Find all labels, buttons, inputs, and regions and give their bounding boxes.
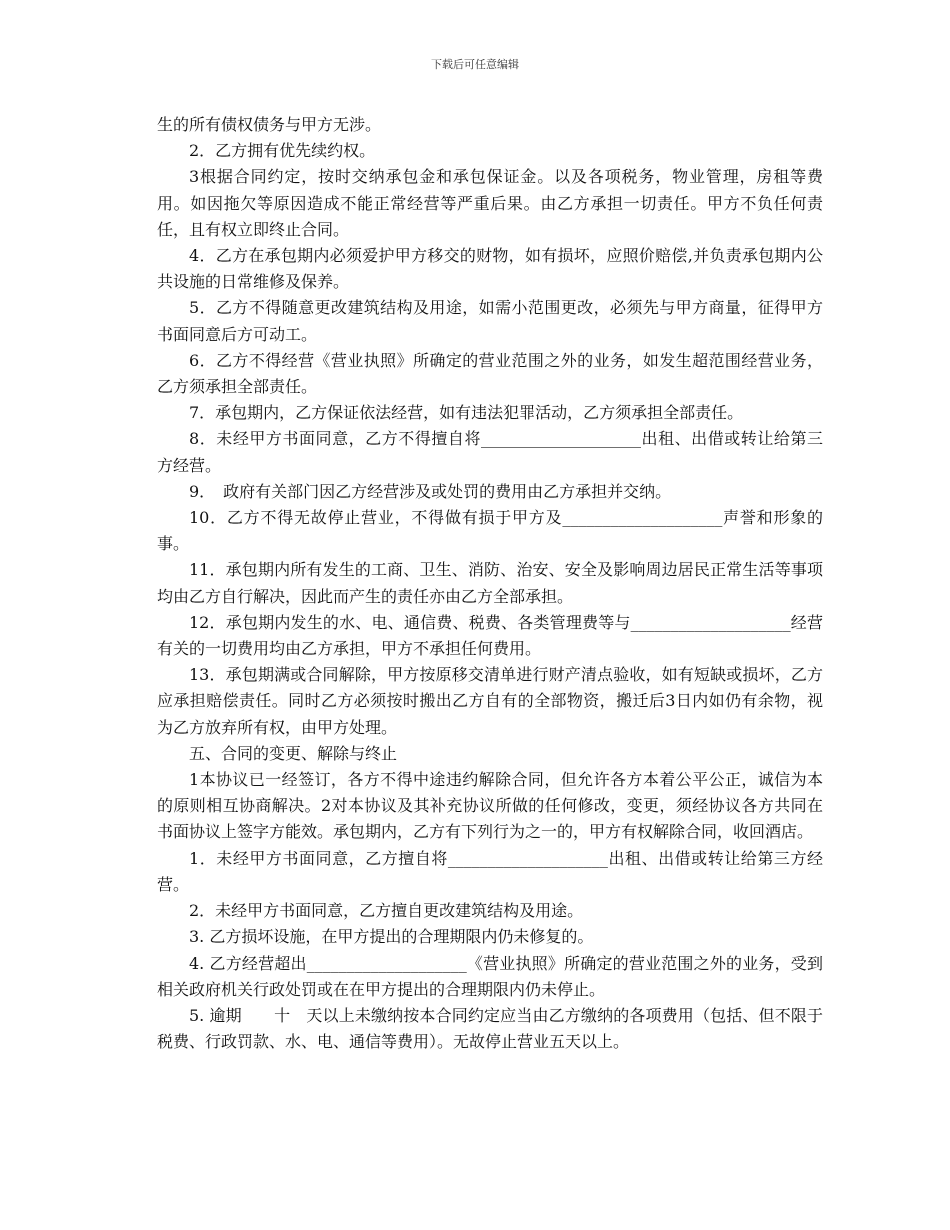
page-header: 下载后可任意编辑 [431, 58, 519, 71]
paragraph: 11．承包期内所有发生的工商、卫生、消防、治安、安全及影响周边居民正常生活等事项均由乙方自行解决，因此而产生的责任亦由乙方全部承担。 [157, 560, 823, 606]
paragraph: 4. 乙方经营超出____________________《营业执照》所确定的营业范围之外的业务，受到相关政府机关行政处罚或在在甲方提出的合理期限内仍未停止。 [157, 953, 823, 999]
paragraph: 生的所有债权债务与甲方无涉。 [157, 115, 382, 134]
paragraph: 8．未经甲方书面同意，乙方不得擅自将____________________出租、出借或转让给第三方经营。 [157, 429, 823, 475]
paragraph: 5．乙方不得随意更改建筑结构及用途，如需小范围更改，必须先与甲方商量，征得甲方书面同意后方可动工。 [157, 298, 823, 344]
paragraph: 7．承包期内，乙方保证依法经营，如有违法犯罪活动，乙方须承担全部责任。 [189, 403, 744, 423]
document-body [157, 112, 823, 1055]
paragraph: 3. 乙方损坏设施，在甲方提出的合理期限内仍未修复的。 [189, 927, 594, 947]
paragraph: 9． 政府有关部门因乙方经营涉及或处罚的费用由乙方承担并交纳。 [189, 481, 672, 501]
paragraph: 5. 逾期 十 天以上未缴纳按本合同约定应当由乙方缴纳的各项费用（包括、但不限于税费、行政罚款、水、电、通信等费用）。无故停止营业五天以上。 [157, 1005, 823, 1052]
paragraph: 10．乙方不得无故停止营业，不得做有损于甲方及____________________声誉和形象的事。 [157, 508, 823, 554]
paragraph: 13．承包期满或合同解除，甲方按原移交清单进行财产清点验收，如有短缺或损坏，乙方应承担赔偿责任。同时乙方必须按时搬出乙方自有的全部物资，搬迁后3日内如仍有余物，视为乙方放弃所有权，由甲方处理。 [157, 665, 823, 737]
paragraph: 1本协议已一经签订，各方不得中途违约解除合同，但允许各方本着公平公正，诚信为本的原则相互协商解决。2对本协议及其补充协议所做的任何修改，变更，须经协议各方共同在书面协议上签字方能效。承包期内，乙方有下列行为之一的，甲方有权解除合同，收回酒店。 [157, 770, 823, 842]
paragraph: 3根据合同约定，按时交纳承包金和承包保证金。以及各项税务，物业管理，房租等费用。如因拖欠等原因造成不能正常经营等严重后果。由乙方承担一切责任。甲方不负任何责任，且有权立即终止合同。 [157, 167, 823, 239]
paragraph: 12．承包期内发生的水、电、通信费、税费、各类管理费等与____________________经营有关的一切费用均由乙方承担，甲方不承担任何费用。 [157, 612, 823, 659]
paragraph: 1．未经甲方书面同意，乙方擅自将____________________出租、出借或转让给第三方经营。 [157, 848, 823, 894]
paragraph: 4．乙方在承包期内必须爱护甲方移交的财物，如有损坏，应照价赔偿,并负责承包期内公共设施的日常维修及保养。 [157, 246, 823, 292]
paragraph: 2．乙方拥有优先续约权。 [189, 141, 376, 161]
paragraph: 6．乙方不得经营《营业执照》所确定的营业范围之外的业务，如发生超范围经营业务，乙方须承担全部责任。 [157, 350, 823, 397]
section-heading: 五、合同的变更、解除与终止 [189, 743, 398, 763]
paragraph: 2．未经甲方书面同意，乙方擅自更改建筑结构及用途。 [189, 901, 584, 921]
